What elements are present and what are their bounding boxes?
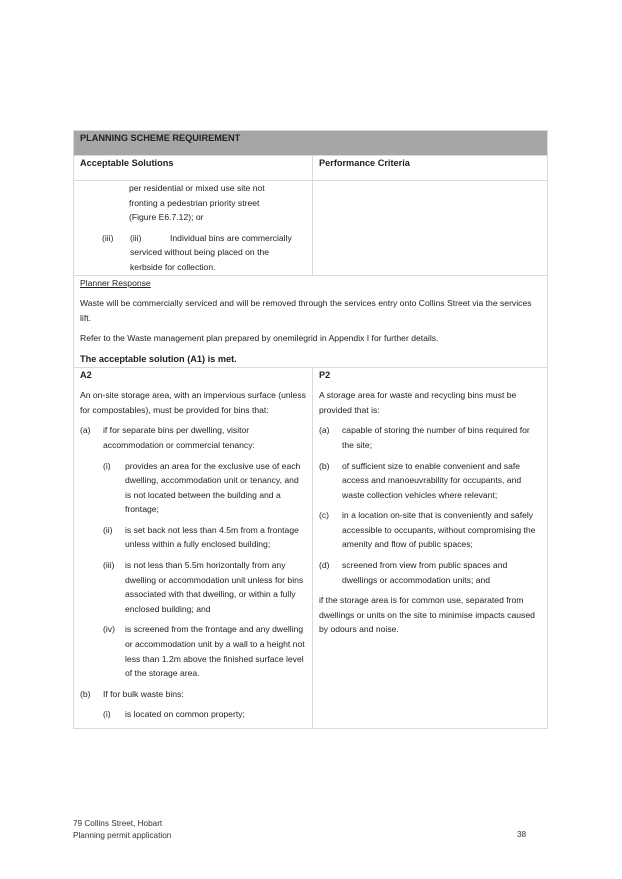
list-item [80, 231, 306, 275]
sub-item-text: is screened from the frontage and any dwelling or accommodation unit by a wall to a height not less than 1.2m above the finished surface level of the storage area. [125, 624, 305, 679]
continuation-row [74, 181, 548, 276]
item-number: (b) [80, 688, 91, 699]
planner-response-cell [74, 275, 548, 367]
planner-response-title: Planner Response [80, 277, 151, 288]
response-paragraph: Waste will be commercially serviced and will be removed through the services entry onto Collins Street via the services lift. [80, 298, 532, 323]
item-text: kerbside for collection. [130, 261, 216, 272]
a2-lead: An on-site storage area, with an impervious surface (unless for compostables), must be provided for bins that: [80, 390, 306, 415]
table-header: PLANNING SCHEME REQUIREMENT [74, 131, 548, 156]
sub-item [80, 459, 306, 517]
continuation-line: per residential or mixed use site not [129, 183, 265, 193]
a2-cell [74, 367, 313, 728]
item-number: (a) [80, 425, 91, 436]
continuation-line: (Figure E6.7.12); or [129, 212, 204, 223]
table-header-row [74, 131, 548, 156]
item-number: (d) [319, 560, 330, 571]
item-text: in a location on-site that is conveniently and safely accessible to occupants, without compromising the amenity and flow of public spaces; [342, 510, 536, 550]
item-text: screened from view from public spaces and dwellings or accommodation units; and [342, 560, 508, 585]
sub-item-number: (i) [103, 460, 111, 471]
p2-lead: A storage area for waste and recycling bins must be provided that is: [319, 390, 517, 415]
continuation-cell [74, 181, 313, 276]
col-acceptable-solutions: Acceptable Solutions [74, 156, 313, 181]
item-text: If for bulk waste bins: [103, 688, 184, 699]
p2-code: P2 [319, 369, 331, 380]
page-number: 38 [517, 830, 527, 839]
item-number: (b) [319, 460, 330, 471]
item-number: (iii) [102, 232, 114, 243]
response-conclusion: The acceptable solution (A1) is met. [80, 353, 237, 364]
a2-code: A2 [80, 369, 92, 380]
sub-item-text: is not less than 5.5m horizontally from any dwelling or accommodation unit unless for bins associated with that dwelling, or within a fully enclosed building; and [125, 560, 304, 614]
col-performance-criteria: Performance Criteria [313, 156, 548, 181]
item-number: (a) [319, 425, 330, 436]
sub-item-number: (i) [103, 709, 111, 720]
continuation-line: fronting a pedestrian priority street [129, 197, 260, 208]
item-text: Individual bins are commercially [170, 232, 292, 243]
p2-cell [313, 367, 548, 728]
sub-item [80, 707, 306, 722]
page-footer [73, 818, 171, 842]
requirement-table [73, 130, 548, 729]
list-item [80, 687, 306, 702]
footer-address: 79 Collins Street, Hobart [73, 819, 163, 828]
p2-tail: if the storage area is for common use, separated from dwellings or units on the site to minimise impacts caused by odours and noise. [319, 595, 535, 635]
empty-cell [313, 181, 548, 276]
column-header-row [74, 156, 548, 181]
item-text: of sufficient size to enable convenient and safe access and manoeuvrability for occupants, and waste collection vehicles where relevant; [342, 460, 522, 500]
list-item [319, 423, 541, 452]
list-item [80, 423, 306, 452]
sub-item-number: (iv) [103, 624, 115, 635]
sub-item-text: is set back not less than 4.5m from a frontage unless within a fully enclosed building; [125, 524, 299, 550]
item-number: (c) [319, 510, 330, 521]
list-item [319, 508, 541, 552]
response-paragraph: Refer to the Waste management plan prepared by onemilegrid in Appendix I for further details. [80, 333, 439, 344]
item-text: serviced without being placed on the [130, 247, 270, 258]
item-text: if for separate bins per dwelling, visitor accommodation or commercial tenancy: [103, 425, 255, 450]
list-item [319, 459, 541, 503]
footer-doc-title: Planning permit application [73, 831, 172, 840]
sub-item [80, 558, 306, 616]
list-item [319, 558, 541, 587]
sub-item [80, 622, 306, 680]
sub-item-text: provides an area for the exclusive use of each dwelling, accommodation unit or tenancy, and is not located between the building and a frontage; [125, 460, 301, 515]
item-inner-number: (iii) [130, 232, 142, 243]
a2-p2-row [74, 367, 548, 728]
sub-item-text: is located on common property; [125, 709, 245, 720]
sub-item-number: (ii) [103, 524, 113, 535]
planner-response-row [74, 275, 548, 367]
item-text: capable of storing the number of bins required for the site; [342, 425, 530, 450]
sub-item [80, 523, 306, 552]
sub-item-number: (iii) [103, 560, 115, 571]
